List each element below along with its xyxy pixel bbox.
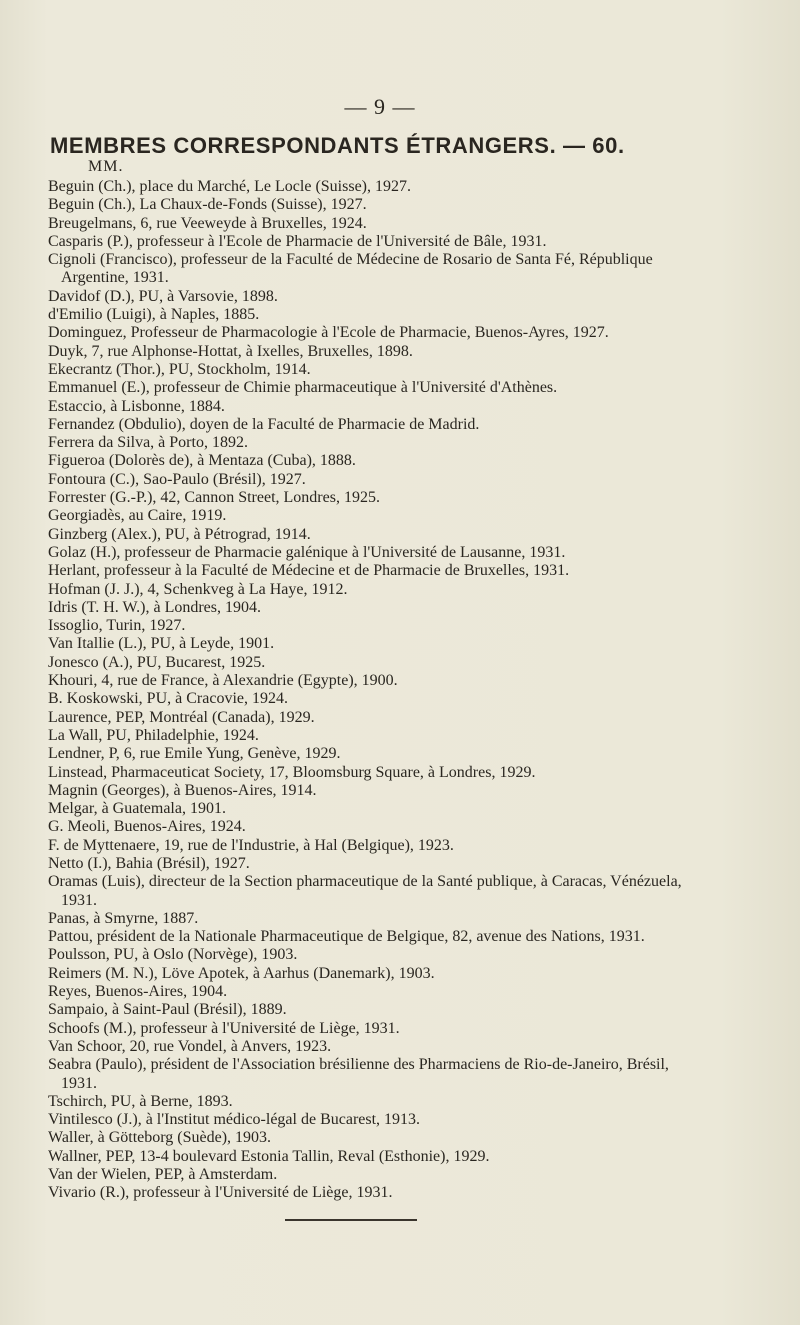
member-entry: Estaccio, à Lisbonne, 1884. — [48, 397, 225, 415]
member-entry: Lendner, P, 6, rue Emile Yung, Genève, 1929. — [48, 745, 341, 763]
member-entry: Jonesco (A.), PU, Bucarest, 1925. — [48, 653, 266, 671]
page-number: — 9 — — [344, 94, 416, 119]
member-entry: Idris (T. H. W.), à Londres, 1904. — [48, 598, 261, 616]
member-entry: Ekecrantz (Thor.), PU, Stockholm, 1914. — [48, 360, 311, 378]
member-entry: Fontoura (C.), Sao-Paulo (Brésil), 1927. — [48, 470, 306, 488]
member-entry: Van Schoor, 20, rue Vondel, à Anvers, 1923. — [48, 1037, 332, 1055]
member-entry: Wallner, PEP, 13-4 boulevard Estonia Tallin, Reval (Esthonie), 1929. — [48, 1147, 490, 1165]
member-entry: Pattou, président de la Nationale Pharmaceutique de Belgique, 82, avenue des Nations, 1931. — [48, 928, 645, 946]
member-entry: Oramas (Luis), directeur de la Section pharmaceutique de la Santé publique, à Caracas, Vénézuela, 1931. — [48, 873, 682, 909]
member-entry: Seabra (Paulo), président de l'Association brésilienne des Pharmaciens de Rio-de-Janeiro, Brésil, 1931. — [48, 1056, 669, 1092]
member-entry: Ginzberg (Alex.), PU, à Pétrograd, 1914. — [48, 525, 311, 543]
member-entry: Vivario (R.), professeur à l'Université de Liège, 1931. — [48, 1184, 393, 1202]
member-entry: d'Emilio (Luigi), à Naples, 1885. — [48, 306, 260, 324]
member-entry: Beguin (Ch.), place du Marché, Le Locle (Suisse), 1927. — [48, 178, 412, 195]
member-entry: Linstead, Pharmaceuticat Society, 17, Bloomsburg Square, à Londres, 1929. — [48, 763, 536, 781]
member-entry: Issoglio, Turin, 1927. — [48, 617, 186, 635]
member-entry: Davidof (D.), PU, à Varsovie, 1898. — [48, 287, 278, 305]
member-entry: Panas, à Smyrne, 1887. — [48, 909, 199, 927]
member-entry: Cignoli (Francisco), professeur de la Faculté de Médecine de Rosario de Santa Fé, République Argentine, 1931. — [48, 251, 653, 287]
member-entry: Van der Wielen, PEP, à Amsterdam. — [48, 1166, 278, 1184]
member-entry: Schoofs (M.), professeur à l'Université de Liège, 1931. — [48, 1019, 400, 1037]
member-entry: Forrester (G.-P.), 42, Cannon Street, Londres, 1925. — [48, 489, 380, 507]
member-entry: Duyk, 7, rue Alphonse-Hottat, à Ixelles, Bruxelles, 1898. — [48, 342, 413, 360]
member-entry: Waller, à Götteborg (Suède), 1903. — [48, 1129, 272, 1147]
member-entry: Golaz (H.), professeur de Pharmacie galénique à l'Université de Lausanne, 1931. — [48, 543, 566, 561]
member-entry: Poulsson, PU, à Oslo (Norvège), 1903. — [48, 946, 298, 964]
member-entry: Melgar, à Guatemala, 1901. — [48, 800, 226, 818]
member-entry: Laurence, PEP, Montréal (Canada), 1929. — [48, 708, 315, 726]
member-entry: Ferrera da Silva, à Porto, 1892. — [48, 434, 248, 452]
member-entry: Tschirch, PU, à Berne, 1893. — [48, 1092, 233, 1110]
member-entry: Beguin (Ch.), La Chaux-de-Fonds (Suisse), 1927. — [48, 196, 367, 214]
member-entry: Breugelmans, 6, rue Veeweyde à Bruxelles, 1924. — [48, 214, 367, 232]
member-entry: La Wall, PU, Philadelphie, 1924. — [48, 726, 259, 744]
salutation: MM. — [88, 158, 124, 175]
member-entry: Emmanuel (E.), professeur de Chimie pharmaceutique à l'Université d'Athènes. — [48, 379, 558, 397]
member-entry: Khouri, 4, rue de France, à Alexandrie (Egypte), 1900. — [48, 672, 398, 690]
member-entry: B. Koskowski, PU, à Cracovie, 1924. — [48, 690, 288, 708]
member-entry: Reimers (M. N.), Löve Apotek, à Aarhus (Danemark), 1903. — [48, 964, 435, 982]
member-entry: Figueroa (Dolorès de), à Mentaza (Cuba), 1888. — [48, 452, 356, 470]
member-entry: Herlant, professeur à la Faculté de Médecine et de Pharmacie de Bruxelles, 1931. — [48, 562, 570, 580]
member-entry: G. Meoli, Buenos-Aires, 1924. — [48, 818, 246, 836]
member-entry: Netto (I.), Bahia (Brésil), 1927. — [48, 854, 250, 872]
member-entry: Fernandez (Obdulio), doyen de la Faculté de Pharmacie de Madrid. — [48, 415, 480, 433]
member-entry: Van Itallie (L.), PU, à Leyde, 1901. — [48, 635, 275, 653]
member-entry: Sampaio, à Saint-Paul (Brésil), 1889. — [48, 1001, 287, 1019]
member-entry: Dominguez, Professeur de Pharmacologie à l'Ecole de Pharmacie, Buenos-Ayres, 1927. — [48, 324, 609, 342]
member-list — [48, 178, 683, 1203]
member-entry: Casparis (P.), professeur à l'Ecole de Pharmacie de l'Université de Bâle, 1931. — [48, 232, 547, 250]
member-entry: Reyes, Buenos-Aires, 1904. — [48, 983, 228, 1001]
closing-rule — [285, 1219, 417, 1221]
member-entry: F. de Myttenaere, 19, rue de l'Industrie, à Hal (Belgique), 1923. — [48, 836, 454, 854]
section-heading: MEMBRES CORRESPONDANTS ÉTRANGERS. — 60. — [50, 133, 625, 158]
member-entry: Georgiadès, au Caire, 1919. — [48, 507, 227, 525]
member-entry: Vintilesco (J.), à l'Institut médico-légal de Bucarest, 1913. — [48, 1111, 421, 1129]
member-entry: Magnin (Georges), à Buenos-Aires, 1914. — [48, 781, 317, 799]
member-entry: Hofman (J. J.), 4, Schenkveg à La Haye, 1912. — [48, 580, 348, 598]
